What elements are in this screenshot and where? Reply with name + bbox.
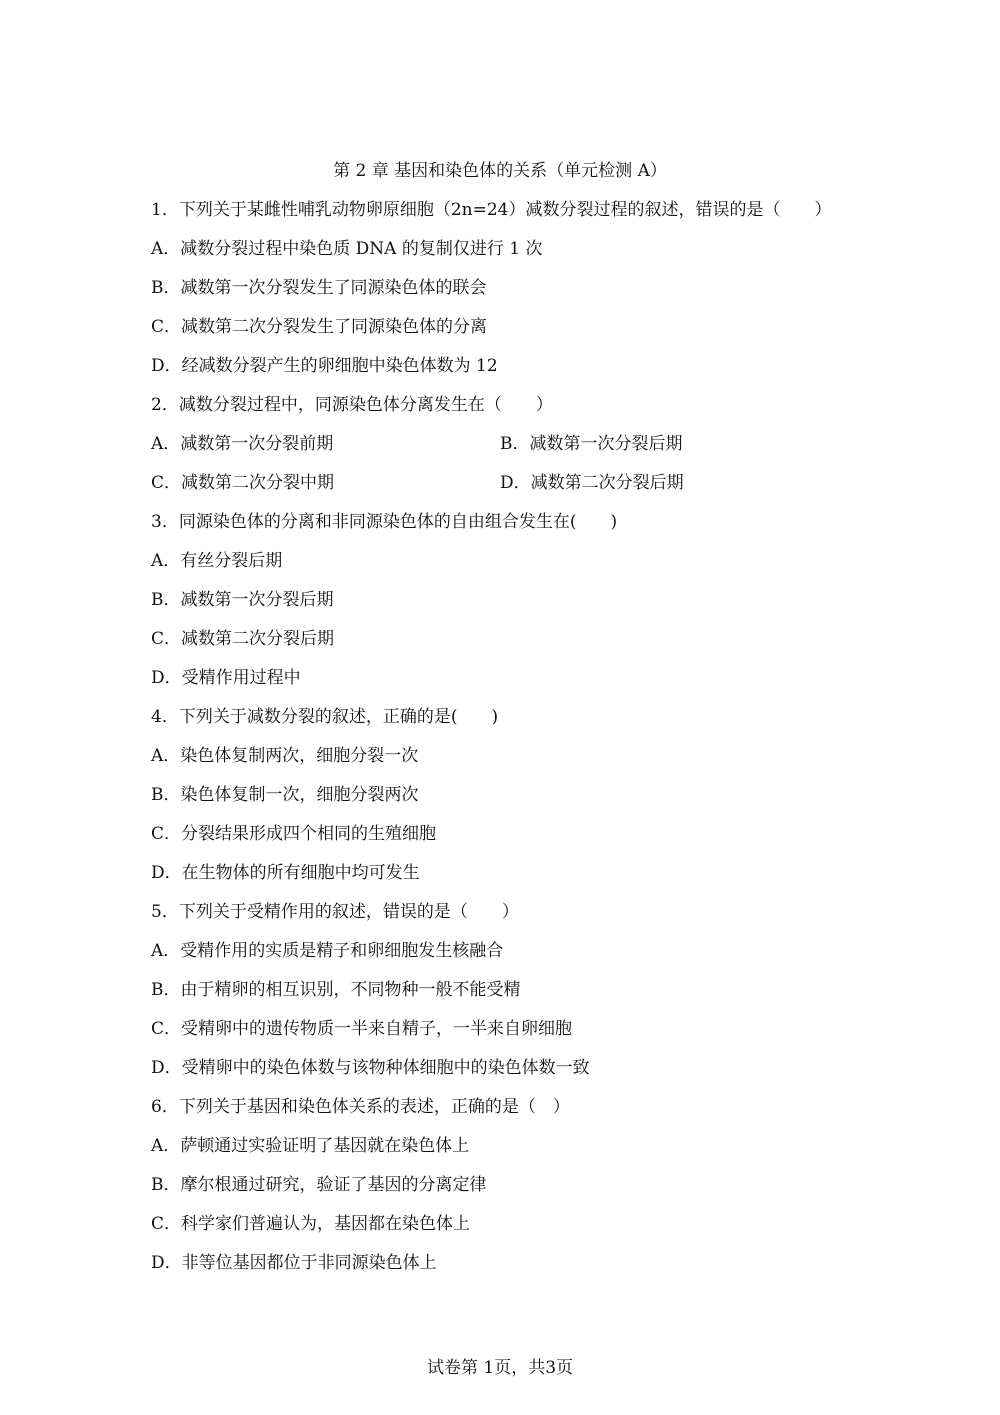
option-b: B．减数第一次分裂后期 [151, 590, 334, 610]
option-b: B．减数第一次分裂发生了同源染色体的联会 [151, 278, 487, 298]
question-stem: 1．下列关于某雌性哺乳动物卵原细胞（2n=24）减数分裂过程的叙述，错误的是（ ） [151, 200, 832, 220]
option-c: C．科学家们普遍认为，基因都在染色体上 [151, 1214, 471, 1234]
option-row [151, 433, 871, 472]
option-a: A．染色体复制两次，细胞分裂一次 [151, 746, 419, 766]
question-list [151, 199, 871, 1291]
option-c: C．受精卵中的遗传物质一半来自精子，一半来自卵细胞 [151, 1019, 573, 1039]
question-stem: 4．下列关于减数分裂的叙述，正确的是( ) [151, 707, 499, 727]
option-b: B．染色体复制一次，细胞分裂两次 [151, 785, 419, 805]
option-a: A．萨顿通过实验证明了基因就在染色体上 [151, 1136, 470, 1156]
option-d: D．受精作用过程中 [151, 668, 301, 688]
option-d: D．受精卵中的染色体数与该物种体细胞中的染色体数一致 [151, 1058, 590, 1078]
question-stem: 3．同源染色体的分离和非同源染色体的自由组合发生在( ) [151, 512, 618, 532]
option-b: B．摩尔根通过研究，验证了基因的分离定律 [151, 1175, 487, 1195]
question-6 [151, 1096, 871, 1291]
option-b: B．减数第一次分裂后期 [500, 434, 683, 454]
option-a: A．有丝分裂后期 [151, 551, 283, 571]
page-footer: 试卷第 1页，共3页 [426, 1358, 574, 1378]
option-c: C．分裂结果形成四个相同的生殖细胞 [151, 824, 437, 844]
page-title: 第 2 章 基因和染色体的关系（单元检测 A） [333, 161, 667, 181]
option-a: A．减数第一次分裂前期 [151, 434, 334, 454]
option-b: B．由于精卵的相互识别，不同物种一般不能受精 [151, 980, 521, 1000]
option-c: C．减数第二次分裂发生了同源染色体的分离 [151, 317, 488, 337]
question-2 [151, 394, 871, 511]
option-c: C．减数第二次分裂中期 [151, 473, 335, 493]
question-1 [151, 199, 871, 394]
question-stem: 2．减数分裂过程中，同源染色体分离发生在（ ） [151, 395, 553, 415]
option-a: A．受精作用的实质是精子和卵细胞发生核融合 [151, 941, 504, 961]
question-stem: 6．下列关于基因和染色体关系的表述，正确的是（ ） [151, 1097, 570, 1117]
option-d: D．经减数分裂产生的卵细胞中染色体数为 12 [151, 356, 498, 376]
option-a: A．减数分裂过程中染色质 DNA 的复制仅进行 1 次 [151, 239, 543, 259]
question-4 [151, 706, 871, 901]
option-d: D．在生物体的所有细胞中均可发生 [151, 863, 420, 883]
option-d: D．非等位基因都位于非同源染色体上 [151, 1253, 437, 1273]
question-stem: 5．下列关于受精作用的叙述，错误的是（ ） [151, 902, 519, 922]
option-d: D．减数第二次分裂后期 [500, 473, 684, 493]
question-3 [151, 511, 871, 706]
option-c: C．减数第二次分裂后期 [151, 629, 335, 649]
option-row [151, 472, 871, 511]
question-5 [151, 901, 871, 1096]
